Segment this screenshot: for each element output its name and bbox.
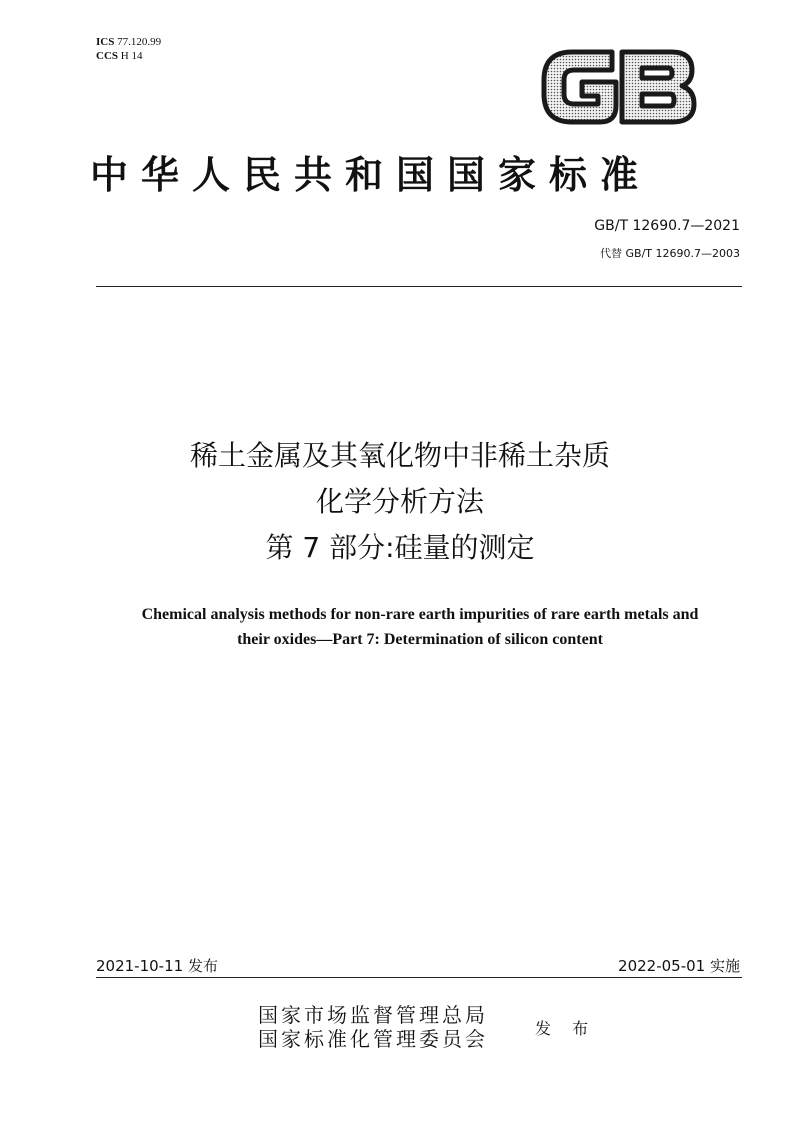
gb-logo-b-shape [622,52,694,122]
header-divider [96,286,742,287]
issue-date: 2021-10-11 发布 [96,957,218,975]
ccs-code-line [96,49,161,63]
issuer-line-1: 国家市场监督管理总局 [258,1003,488,1027]
issuing-authorities [258,1003,488,1051]
gb-logo-g-shape [544,52,616,122]
issue-word: 发 布 [535,1019,597,1038]
ccs-label: CCS [96,50,119,62]
classification-codes [96,35,161,63]
chinese-title [60,433,740,571]
ics-label: ICS [96,36,115,48]
chinese-title-line-1: 稀土金属及其氧化物中非稀土杂质 [189,439,610,472]
ccs-code: H 14 [120,50,143,62]
issuer-line-2: 国家标准化管理委员会 [258,1027,488,1051]
english-title-line-1: Chemical analysis methods for non-rare earth impurities of rare earth metals and [141,606,699,623]
national-standard-title: 中华人民共和国国家标准 [90,152,652,197]
chinese-title-line-2: 化学分析方法 [315,485,484,518]
english-title [80,602,760,652]
footer-divider [96,977,742,978]
ics-code-line [96,35,161,49]
standard-number: GB/T 12690.7—2021 [594,218,740,234]
gb-logo [538,46,700,128]
implementation-date: 2022-05-01 实施 [618,957,740,975]
replaces-standard: 代替 GB/T 12690.7—2003 [600,247,740,260]
english-title-line-2: their oxides—Part 7: Determination of silicon content [237,631,603,648]
chinese-title-line-3: 第 7 部分:硅量的测定 [265,531,535,564]
ics-code: 77.120.99 [117,36,162,48]
